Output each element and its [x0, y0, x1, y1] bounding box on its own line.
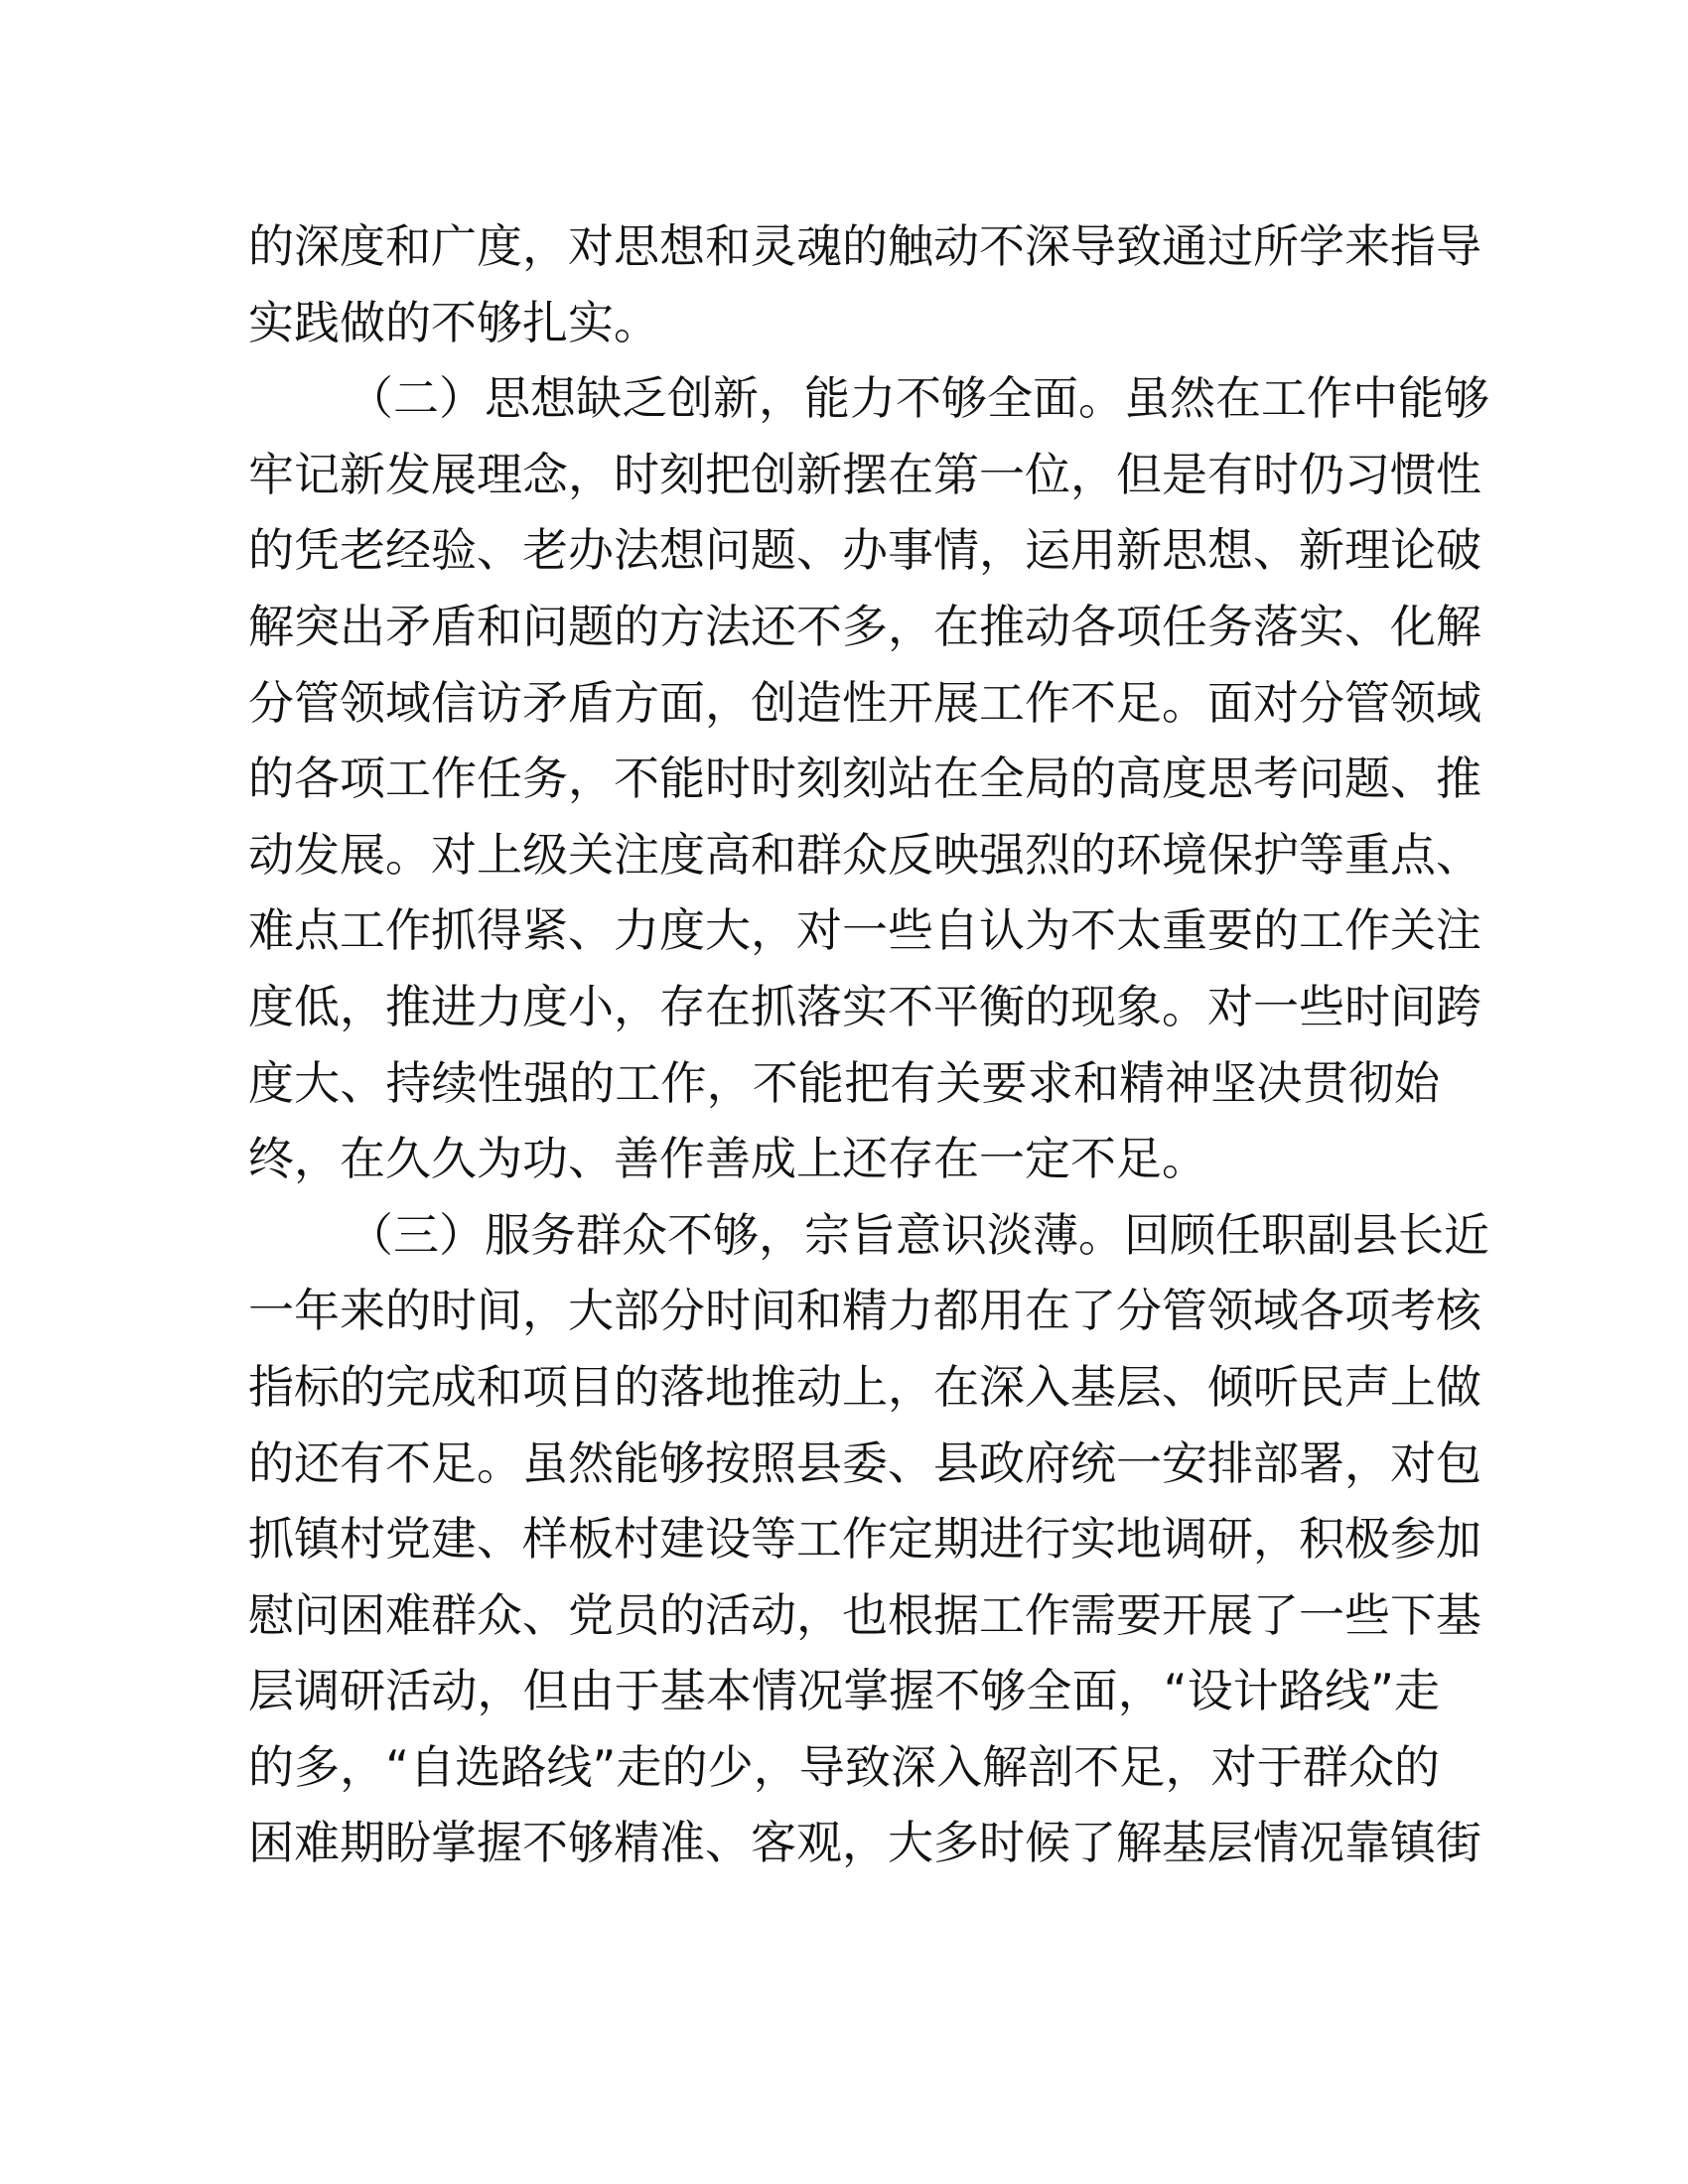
paragraph-continuation: [248, 208, 1481, 360]
text-line: 层调研活动，但由于基本情况掌握不够全面，“设计路线”走: [248, 1664, 1440, 1718]
paragraph-2: [248, 360, 1489, 1197]
text-line: 度大、持续性强的工作，不能把有关要求和精神坚决贯彻始: [248, 1055, 1440, 1110]
text-line: 的还有不足。虽然能够按照县委、县政府统一安排部署，对包: [248, 1435, 1481, 1490]
text-line: 困难期盼掌握不够精准、客观，大多时候了解基层情况靠镇街: [248, 1816, 1481, 1870]
text-line: 分管领域信访矛盾方面，创造性开展工作不足。面对分管领域: [248, 675, 1481, 730]
text-line: 一年来的时间，大部分时间和精力都用在了分管领域各项考核: [248, 1284, 1481, 1338]
text-line: 难点工作抓得紧、力度大，对一些自认为不太重要的工作关注: [248, 903, 1481, 958]
text-line: 的多，“自选路线”走的少，导致深入解剖不足，对于群众的: [248, 1739, 1440, 1794]
text-line: 的深度和广度，对思想和灵魂的触动不深导致通过所学来指导: [248, 219, 1481, 273]
text-line: 实践做的不够扎实。: [248, 295, 659, 349]
document-body: [248, 208, 1489, 1881]
paragraph-heading-line: （二）思想缺乏创新，能力不够全面。虽然在工作中能够: [348, 371, 1489, 426]
paragraph-heading-line: （三）服务群众不够，宗旨意识淡薄。回顾任职副县长近: [348, 1207, 1489, 1262]
paragraph-3: [248, 1197, 1489, 1881]
text-line: 牢记新发展理念，时刻把创新摆在第一位，但是有时仍习惯性: [248, 447, 1481, 501]
text-line: 慰问困难群众、党员的活动，也根据工作需要开展了一些下基: [248, 1587, 1481, 1642]
text-line: 动发展。对上级关注度高和群众反映强烈的环境保护等重点、: [248, 827, 1481, 882]
text-line: 度低，推进力度小，存在抓落实不平衡的现象。对一些时间跨: [248, 979, 1481, 1033]
text-line: 的各项工作任务，不能时时刻刻站在全局的高度思考问题、推: [248, 751, 1481, 806]
text-line: 抓镇村党建、样板村建设等工作定期进行实地调研，积极参加: [248, 1512, 1481, 1567]
text-line: 解突出矛盾和问题的方法还不多，在推动各项任务落实、化解: [248, 599, 1481, 653]
text-line: 的凭老经验、老办法想问题、办事情，运用新思想、新理论破: [248, 523, 1481, 578]
text-line: 指标的完成和项目的落地推动上，在深入基层、倾听民声上做: [248, 1359, 1481, 1414]
text-line: 终，在久久为功、善作善成上还存在一定不足。: [248, 1132, 1207, 1186]
